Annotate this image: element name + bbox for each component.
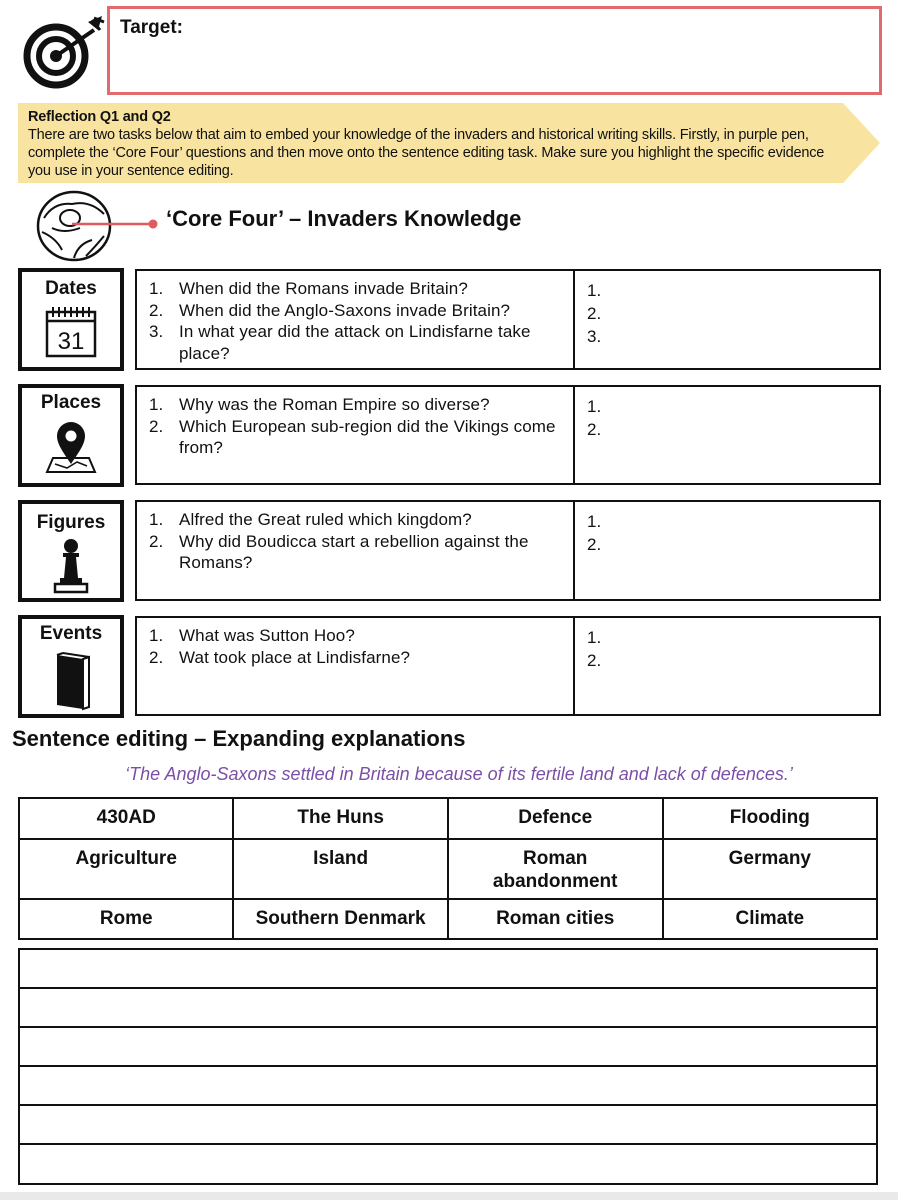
answer-number: 1.: [587, 397, 602, 416]
writing-line[interactable]: [20, 1145, 876, 1183]
calendar-number: 31: [57, 328, 85, 355]
calendar-icon: [22, 304, 120, 363]
book-icon: [22, 651, 120, 716]
word-cell: 430AD: [19, 798, 233, 839]
word-cell: Agriculture: [19, 839, 233, 899]
writing-line[interactable]: [20, 1028, 876, 1067]
target-box[interactable]: [107, 6, 882, 95]
core-four-title: ‘Core Four’ – Invaders Knowledge: [166, 206, 522, 231]
word-bank-table: [18, 797, 878, 940]
questions-cell: [137, 387, 575, 483]
writing-lines-box[interactable]: [18, 948, 878, 1185]
question-item: 1. Alfred the Great ruled which kingdom?: [149, 510, 472, 529]
question-item: 2. When did the Anglo-Saxons invade Britain?: [149, 300, 511, 320]
writing-line[interactable]: [20, 1106, 876, 1145]
question-table-events: [135, 616, 881, 716]
category-dates: [18, 268, 124, 371]
word-cell: The Huns: [233, 798, 447, 839]
question-item: 3. In what year did the attack on Lindisfarne take place?: [149, 322, 531, 363]
question-table-figures: [135, 500, 881, 601]
question-table-dates: [135, 269, 881, 370]
questions-cell: [137, 618, 575, 714]
word-cell: Defence: [448, 798, 663, 839]
chess-pawn-icon: [22, 538, 120, 601]
category-places: [18, 384, 124, 487]
answer-number: 2.: [587, 420, 602, 439]
page-bottom-edge: [0, 1192, 898, 1200]
sentence-quote: ‘The Anglo-Saxons settled in Britain because of its fertile land and lack of defences.’: [125, 764, 793, 784]
answers-cell[interactable]: [575, 502, 879, 599]
answers-cell[interactable]: [575, 618, 879, 714]
category-events: [18, 615, 124, 718]
question-table-places: [135, 385, 881, 485]
question-item: 1. Why was the Roman Empire so diverse?: [149, 395, 490, 414]
writing-line[interactable]: [20, 950, 876, 989]
reflection-body: There are two tasks below that aim to embed your knowledge of the invaders and historical writing skills. Firstly, in purple pen, complete the ‘Core Four’ questions and then move onto the sentence editing task. Make sure you highlight the specific evidence you use in your sentence editing.: [28, 127, 825, 179]
questions-cell: [137, 502, 575, 599]
word-row: [19, 798, 877, 839]
target-dartboard-icon: [22, 8, 106, 90]
word-cell: Climate: [663, 899, 877, 939]
category-label-dates: Dates: [45, 278, 97, 299]
question-item: 1. What was Sutton Hoo?: [149, 626, 355, 645]
questions-cell: [137, 271, 575, 368]
writing-line[interactable]: [20, 989, 876, 1028]
word-cell: Germany: [663, 839, 877, 899]
answer-number: 1.: [587, 512, 602, 531]
word-cell: Rome: [19, 899, 233, 939]
category-label-figures: Figures: [36, 512, 106, 533]
category-figures: [18, 500, 124, 602]
category-label-events: Events: [39, 623, 103, 644]
writing-line[interactable]: [20, 1067, 876, 1106]
reflection-title: Reflection Q1 and Q2: [28, 109, 171, 125]
question-item: 1. When did the Romans invade Britain?: [149, 279, 468, 298]
word-cell: Island: [233, 839, 447, 899]
word-cell: Flooding: [663, 798, 877, 839]
answer-number: 3.: [587, 327, 602, 346]
word-row: [19, 839, 877, 899]
question-item: 2. Why did Boudicca start a rebellion against the Romans?: [149, 531, 529, 572]
answer-number: 2.: [587, 535, 602, 554]
answer-number: 2.: [587, 651, 602, 670]
answers-cell[interactable]: [575, 271, 879, 368]
answer-number: 1.: [587, 628, 602, 647]
word-row: [19, 899, 877, 939]
answer-number: 1.: [587, 281, 602, 300]
question-item: 2. Which European sub-region did the Vikings come from?: [149, 416, 556, 457]
map-pin-icon: [22, 420, 120, 479]
answers-cell[interactable]: [575, 387, 879, 483]
word-cell: Roman cities: [448, 899, 663, 939]
question-item: 2. Wat took place at Lindisfarne?: [149, 647, 411, 667]
sentence-editing-title: Sentence editing – Expanding explanations: [12, 726, 466, 751]
category-label-places: Places: [40, 392, 102, 413]
target-label: Target:: [120, 17, 183, 38]
reflection-banner: [18, 103, 880, 183]
answer-number: 2.: [587, 304, 602, 323]
word-cell: Roman abandonment: [448, 839, 663, 899]
word-cell: Southern Denmark: [233, 899, 447, 939]
connector-line: [70, 216, 160, 226]
